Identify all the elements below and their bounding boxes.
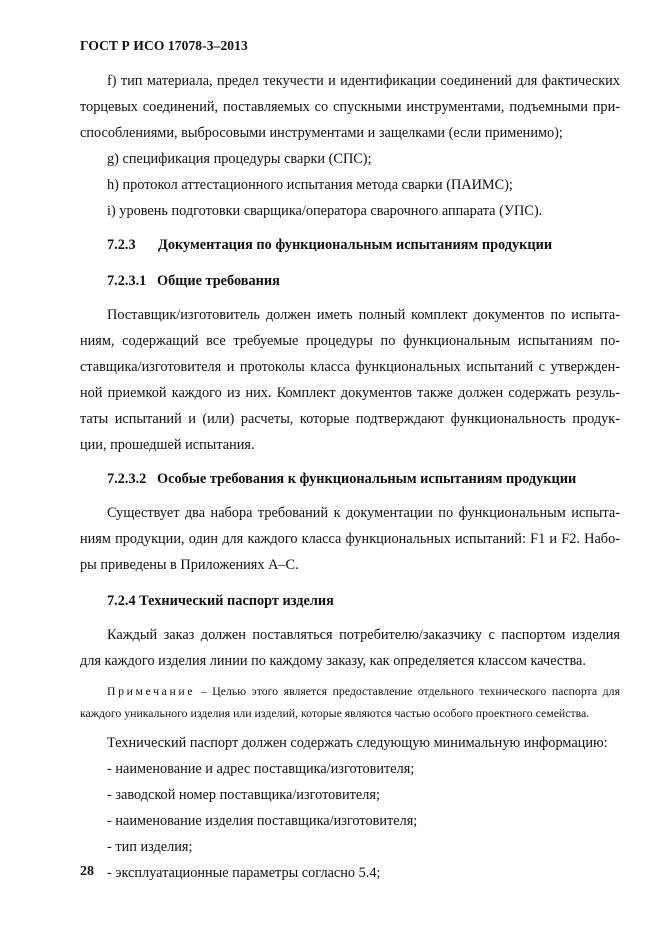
note-block — [80, 680, 620, 724]
list-item: - эксплуатационные параметры согласно 5.4; — [107, 865, 381, 881]
page-number: 28 — [80, 864, 94, 879]
text-line: способлениями, выбросовыми инструментами и защелками (если применимо); — [80, 125, 563, 141]
list-item: - наименование изделия поставщика/изготовителя; — [107, 813, 418, 829]
section-number: 7.2.3 — [107, 237, 136, 253]
note-text: – Целью этого является предоставление отдельного технического паспорта для — [195, 684, 620, 698]
note-label: Примечание — [107, 684, 196, 698]
section-title: Общие требования — [157, 273, 280, 289]
text-line: торцевых соединений, поставляемых со спускными инструментами, подъемными при- — [80, 99, 620, 115]
text-line: ры приведены в Приложениях А–С. — [80, 557, 299, 573]
list-item-i: i) уровень подготовки сварщика/оператора сварочного аппарата (УПС). — [107, 203, 543, 219]
section-number: 7.2.3.2 — [107, 471, 147, 487]
text-line: для каждого изделия линии по каждому заказу, как определяется классом качества. — [80, 653, 586, 669]
list-item-g: g) спецификация процедуры сварки (СПС); — [107, 151, 372, 167]
list-item: - тип изделия; — [107, 839, 193, 855]
text-line: Существует два набора требований к документации по функциональным испыта- — [107, 505, 620, 521]
note-line: каждого уникального изделия или изделий, которые являются частью особого проектного семейства. — [80, 706, 590, 720]
text-line: Каждый заказ должен поставляться потребителю/заказчику с паспортом изделия — [107, 627, 620, 643]
page-content — [80, 68, 620, 886]
section-number: 7.2.3.1 — [107, 273, 147, 289]
list-item-f — [80, 68, 620, 146]
text-line: ции, прошедшей испытания. — [80, 437, 255, 453]
text-line: Технический паспорт должен содержать следующую минимальную информацию: — [107, 735, 608, 751]
note-line — [80, 680, 620, 702]
paragraph-special-requirements — [80, 500, 620, 578]
section-heading-7-2-3-1 — [80, 268, 620, 294]
document-header: ГОСТ Р ИСО 17078-3–2013 — [80, 38, 248, 53]
text-line: ной приемкой каждого из них. Комплект документов также должен содержать резуль- — [80, 385, 620, 401]
paragraph-product-passport — [80, 622, 620, 674]
paragraph-general-requirements — [80, 302, 620, 458]
section-title: Особые требования к функциональным испытаниям продукции — [157, 471, 577, 487]
section-heading-7-2-3-2 — [80, 466, 620, 492]
passport-contents — [80, 730, 620, 886]
text-line: ниям, содержащий все требуемые процедуры по функциональным испытаниям по- — [80, 333, 620, 349]
list-item: - заводской номер поставщика/изготовителя; — [107, 787, 380, 803]
text-line: таты испытаний и (или) расчеты, которые подтверждают функциональность продук- — [80, 411, 620, 427]
text-line: ниям продукции, один для каждого класса функциональных испытаний: F1 и F2. Набо- — [80, 531, 620, 547]
text-line: f) тип материала, предел текучести и идентификации соединений для фактических — [107, 73, 620, 89]
text-line: ставщика/изготовителя и протоколы класса функциональных испытаний с утвержден- — [80, 359, 620, 375]
text-line: Поставщик/изготовитель должен иметь полный комплект документов по испыта- — [107, 307, 620, 323]
section-heading-7-2-4: 7.2.4 Технический паспорт изделия — [107, 593, 334, 609]
section-title: Документация по функциональным испытаниям продукции — [158, 237, 553, 253]
list-item-h: h) протокол аттестационного испытания метода сварки (ПАИМС); — [107, 177, 513, 193]
section-heading-7-2-3 — [80, 232, 620, 258]
list-item: - наименование и адрес поставщика/изготовителя; — [107, 761, 415, 777]
